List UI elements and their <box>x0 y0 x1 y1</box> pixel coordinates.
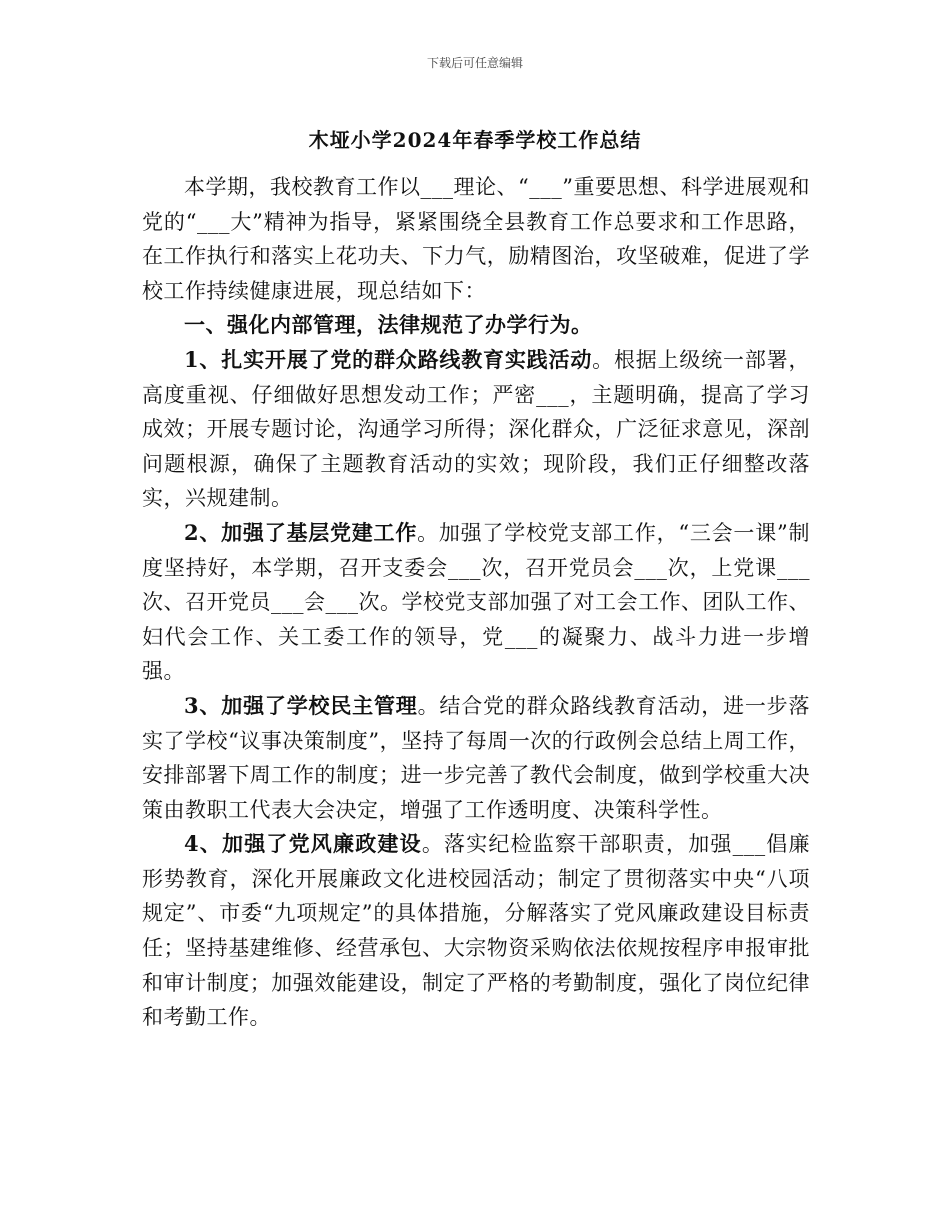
item-text-3: 。结合党的群众路线教育活动，进一步落实了学校“议事决策制度”，坚持了每周一次的行政例会总结上周工作，安排部署下周工作的制度；进一步完善了教代会制度，做到学校重大决策由教职工代表大会决定，增强了工作透明度、决策科学性。 <box>142 693 810 822</box>
document-body <box>142 170 810 1035</box>
document-title: 木垭小学2024年春季学校工作总结 <box>308 128 642 152</box>
section-heading-1: 一、强化内部管理，法律规范了办学行为。 <box>184 312 593 338</box>
item-lead-1: 1、扎实开展了党的群众路线教育实践活动 <box>184 346 593 372</box>
item-lead-2: 2、加强了基层党建工作 <box>184 519 418 545</box>
item-text-1: 。根据上级统一部署，高度重视、仔细做好思想发动工作；严密___，主题明确，提高了学习成效；开展专题讨论，沟通学习所得；深化群众，广泛征求意见，深剖问题根源，确保了主题教育活动的实效；现阶段，我们正仔细整改落实，兴规建制。 <box>142 347 810 511</box>
intro-paragraph: 本学期，我校教育工作以___理论、“___”重要思想、科学进展观和党的“___大”精神为指导，紧紧围绕全县教育工作总要求和工作思路，在工作执行和落实上花功夫、下力气，励精图治，攻坚破难，促进了学校工作持续健康进展，现总结如下： <box>142 175 810 303</box>
item-paragraph-2 <box>142 516 810 689</box>
header-note: 下载后可任意编辑 <box>426 56 523 70</box>
item-paragraph-3 <box>142 689 810 827</box>
item-paragraph-4 <box>142 827 810 1035</box>
item-lead-3: 3、加强了学校民主管理 <box>184 692 418 718</box>
item-lead-4: 4、加强了党风廉政建设 <box>184 831 422 857</box>
item-text-2: 。加强了学校党支部工作，“三会一课”制度坚持好，本学期，召开支委会___次，召开党员会___次，上党课___次、召开党员___会___次。学校党支部加强了对工会工作、团队工作、妇代会工作、关工委工作的领导，党___的凝聚力、战斗力进一步增强。 <box>142 520 810 684</box>
item-paragraph-1 <box>142 343 810 516</box>
item-text-4: 。落实纪检监察干部职责，加强___倡廉形势教育，深化开展廉政文化进校园活动；制定了贯彻落实中央“八项规定”、市委“九项规定”的具体措施，分解落实了党风廉政建设目标责任；坚持基建维修、经营承包、大宗物资采购依法依规按程序申报审批和审计制度；加强效能建设，制定了严格的考勤制度，强化了岗位纪律和考勤工作。 <box>142 832 810 1030</box>
